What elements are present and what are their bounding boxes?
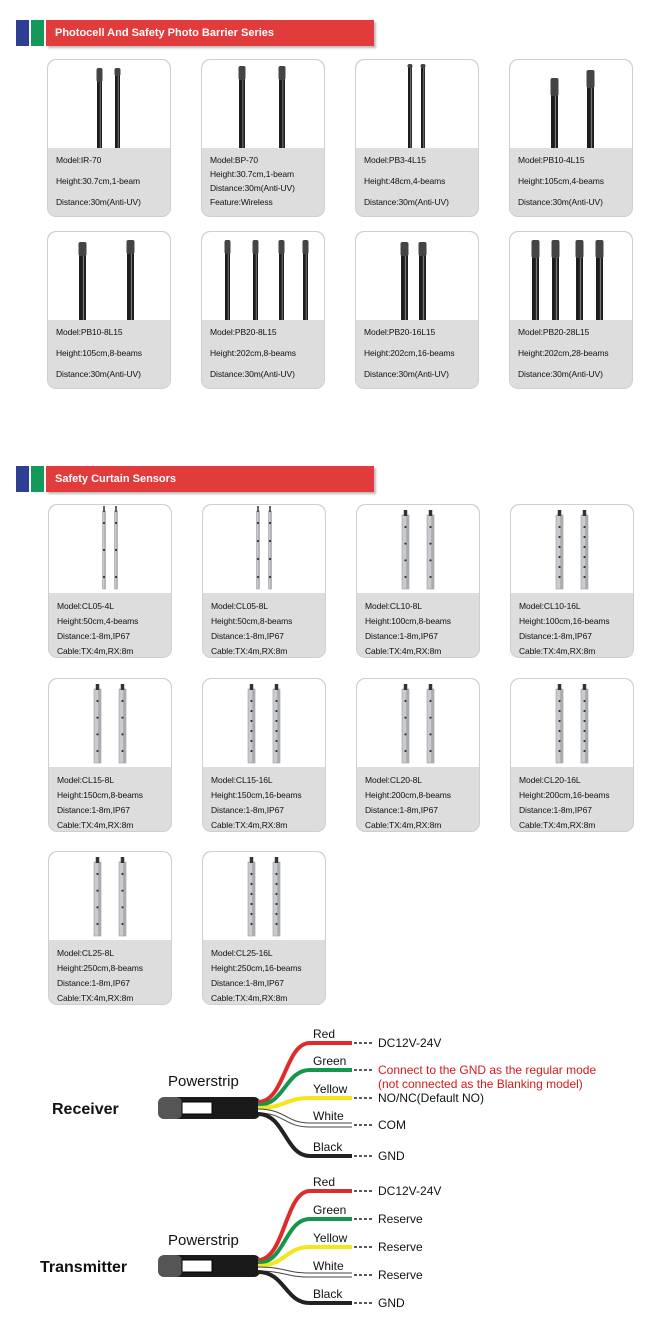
spec-line: Cable:TX:4m,RX:8m — [365, 646, 442, 656]
spec-line: Cable:TX:4m,RX:8m — [211, 646, 288, 656]
sensor-bar — [239, 66, 246, 148]
product-card[interactable] — [356, 504, 480, 658]
product-specs — [519, 775, 629, 831]
wire-function: Reserve — [378, 1212, 423, 1226]
wire-name: Green — [313, 1203, 347, 1217]
product-specs — [56, 155, 166, 216]
product-card[interactable] — [202, 851, 326, 1005]
spec-line: Model:CL10-16L — [519, 601, 581, 611]
wire-function: Connect to the GND as the regular mode — [378, 1063, 597, 1077]
product-photo — [357, 679, 479, 767]
product-card[interactable] — [509, 59, 633, 217]
product-photo — [511, 505, 633, 593]
product-image — [202, 232, 324, 320]
green-square — [31, 466, 44, 492]
product-image — [510, 232, 632, 320]
spec-line: Height:30.7cm,1-beam — [56, 176, 140, 186]
spec-line: Height:202cm,28-beams — [518, 348, 609, 358]
spec-line: Model:PB20-28L15 — [518, 327, 590, 337]
product-image — [511, 505, 633, 593]
section-header-photocell — [16, 20, 374, 46]
wire-function: Reserve — [378, 1240, 423, 1254]
product-card[interactable] — [47, 231, 171, 389]
sensor-bar — [279, 66, 286, 148]
curtain-bar — [119, 857, 126, 936]
product-specs — [518, 155, 628, 216]
wire-function: GND — [378, 1149, 405, 1163]
spec-line: Height:200cm,8-beams — [365, 790, 451, 800]
spec-line: Distance:1-8m,IP67 — [519, 805, 592, 815]
spec-line: Distance:1-8m,IP67 — [57, 805, 130, 815]
product-photo — [203, 505, 325, 593]
wire-name: Black — [313, 1140, 343, 1154]
spec-line: Distance:30m(Anti-UV) — [210, 183, 295, 193]
spec-line: Height:100cm,16-beams — [519, 616, 610, 626]
spec-line: Height:30.7cm,1-beam — [210, 169, 294, 179]
spec-line: Model:BP-70 — [210, 155, 259, 165]
product-specs — [57, 601, 167, 657]
sensor-bar — [552, 240, 560, 320]
cable-braid — [158, 1097, 182, 1119]
curtain-bar — [402, 684, 409, 763]
product-image — [203, 852, 325, 940]
product-specs — [364, 155, 474, 216]
product-specs — [211, 948, 321, 1004]
sensor-bar — [279, 240, 285, 320]
product-photo — [203, 679, 325, 767]
curtain-bar — [94, 684, 101, 763]
product-image — [49, 505, 171, 593]
product-photo — [202, 60, 324, 148]
product-card[interactable] — [356, 678, 480, 832]
curtain-bar — [248, 684, 255, 763]
product-image — [202, 60, 324, 148]
wire-function: COM — [378, 1118, 406, 1132]
product-photo — [356, 60, 478, 148]
product-image — [48, 232, 170, 320]
curtain-bar — [269, 506, 272, 589]
spec-line: Model:PB20-16L15 — [364, 327, 436, 337]
spec-line: Feature:Wireless — [210, 197, 273, 207]
spec-line: Height:250cm,8-beams — [57, 963, 143, 973]
product-card[interactable] — [201, 59, 325, 217]
product-image — [203, 679, 325, 767]
cable-braid — [158, 1255, 182, 1277]
sensor-bar — [115, 68, 121, 148]
curtain-bar — [581, 510, 588, 589]
wire-name: Yellow — [313, 1082, 348, 1096]
section-title: Safety Curtain Sensors — [46, 466, 374, 492]
sensor-bar — [596, 240, 604, 320]
section-title: Photocell And Safety Photo Barrier Series — [46, 20, 374, 46]
wire-name: Green — [313, 1054, 347, 1068]
product-specs — [57, 775, 167, 831]
spec-line: Model:PB10-4L15 — [518, 155, 585, 165]
product-image — [49, 852, 171, 940]
curtain-bar — [115, 506, 118, 589]
sensor-bar — [408, 64, 413, 148]
product-photo — [48, 232, 170, 320]
product-card[interactable] — [202, 504, 326, 658]
sensor-bar — [532, 240, 540, 320]
spec-line: Height:202cm,8-beams — [210, 348, 296, 358]
spec-line: Distance:1-8m,IP67 — [211, 805, 284, 815]
product-photo — [510, 60, 632, 148]
spec-line: Distance:30m(Anti-UV) — [210, 369, 295, 379]
product-card[interactable] — [355, 59, 479, 217]
product-image — [48, 60, 170, 148]
sensor-bar — [421, 64, 426, 148]
product-photo — [356, 232, 478, 320]
product-image — [357, 505, 479, 593]
product-photo — [49, 505, 171, 593]
spec-line: Model:CL25-8L — [57, 948, 114, 958]
product-photo — [48, 60, 170, 148]
product-card[interactable] — [355, 231, 479, 389]
wire-function: NO/NC(Default NO) — [378, 1091, 485, 1105]
transmitter-label: Transmitter — [40, 1259, 128, 1276]
product-photo — [49, 679, 171, 767]
curtain-bar — [119, 684, 126, 763]
spec-line: Model:CL05-8L — [211, 601, 268, 611]
spec-line: Height:150cm,16-beams — [211, 790, 302, 800]
product-specs — [519, 601, 629, 657]
spec-line: Distance:1-8m,IP67 — [211, 631, 284, 641]
wire-red — [258, 1191, 352, 1260]
blue-square — [16, 20, 29, 46]
product-image — [203, 505, 325, 593]
product-image — [357, 679, 479, 767]
cable-tag — [182, 1260, 212, 1272]
spec-line: Distance:30m(Anti-UV) — [518, 197, 603, 207]
spec-line: Height:50cm,8-beams — [211, 616, 293, 626]
product-photo — [49, 852, 171, 940]
spec-line: Cable:TX:4m,RX:8m — [211, 820, 288, 830]
product-image — [49, 679, 171, 767]
spec-line: Distance:1-8m,IP67 — [57, 978, 130, 988]
wire-name: Red — [313, 1027, 336, 1041]
spec-line: Model:CL15-16L — [211, 775, 273, 785]
product-specs — [56, 327, 166, 388]
spec-line: Cable:TX:4m,RX:8m — [57, 820, 134, 830]
wire-name: Red — [313, 1175, 336, 1189]
spec-line: Height:250cm,16-beams — [211, 963, 302, 973]
transmitter-diagram — [0, 1176, 650, 1324]
product-image — [356, 232, 478, 320]
curtain-bar — [427, 684, 434, 763]
product-image — [356, 60, 478, 148]
curtain-bar — [556, 684, 563, 763]
spec-line: Model:PB10-8L15 — [56, 327, 123, 337]
wire-function: DC12V-24V — [378, 1184, 442, 1198]
receiver-label: Receiver — [52, 1101, 119, 1118]
product-photo — [357, 505, 479, 593]
curtain-bar — [402, 510, 409, 589]
spec-line: Distance:1-8m,IP67 — [365, 805, 438, 815]
spec-line: Model:CL20-16L — [519, 775, 581, 785]
curtain-bar — [581, 684, 588, 763]
spec-line: Model:PB20-8L15 — [210, 327, 277, 337]
product-specs — [210, 327, 320, 388]
spec-line: Height:105cm,4-beams — [518, 176, 604, 186]
cable-tag — [182, 1102, 212, 1114]
wire-function-note: (not connected as the Blanking model) — [378, 1077, 583, 1091]
spec-line: Distance:1-8m,IP67 — [365, 631, 438, 641]
spec-line: Model:CL20-8L — [365, 775, 422, 785]
spec-line: Distance:1-8m,IP67 — [519, 631, 592, 641]
spec-line: Height:150cm,8-beams — [57, 790, 143, 800]
product-specs — [210, 155, 320, 216]
curtain-bar — [257, 506, 260, 589]
spec-line: Distance:1-8m,IP67 — [211, 978, 284, 988]
curtain-bar — [273, 857, 280, 936]
product-specs — [518, 327, 628, 388]
spec-line: Cable:TX:4m,RX:8m — [365, 820, 442, 830]
blue-square — [16, 466, 29, 492]
sensor-bar — [97, 68, 103, 148]
product-card[interactable] — [201, 231, 325, 389]
spec-line: Height:50cm,4-beams — [57, 616, 139, 626]
spec-line: Distance:30m(Anti-UV) — [56, 369, 141, 379]
product-card[interactable] — [510, 504, 634, 658]
curtain-bar — [273, 684, 280, 763]
wire-function: GND — [378, 1296, 405, 1310]
sensor-bar — [79, 242, 87, 320]
section-header-curtain — [16, 466, 374, 492]
spec-line: Model:PB3-4L15 — [364, 155, 426, 165]
sensor-bar — [576, 240, 584, 320]
product-photo — [202, 232, 324, 320]
curtain-bar — [94, 857, 101, 936]
product-photo — [511, 679, 633, 767]
product-image — [511, 679, 633, 767]
spec-line: Cable:TX:4m,RX:8m — [519, 646, 596, 656]
wiring-graphic — [0, 1176, 650, 1324]
spec-line: Distance:30m(Anti-UV) — [364, 197, 449, 207]
wire-name: White — [313, 1259, 344, 1273]
sensor-bar — [253, 240, 259, 320]
powerstrip-label: Powerstrip — [168, 1073, 239, 1090]
wire-name: White — [313, 1109, 344, 1123]
wire-name: Black — [313, 1287, 343, 1301]
product-specs — [364, 327, 474, 388]
spec-line: Model:CL10-8L — [365, 601, 422, 611]
spec-line: Model:CL05-4L — [57, 601, 114, 611]
wire-function: DC12V-24V — [378, 1036, 442, 1050]
spec-line: Model:CL15-8L — [57, 775, 114, 785]
sensor-bar — [401, 242, 409, 320]
spec-line: Cable:TX:4m,RX:8m — [211, 993, 288, 1003]
spec-line: Model:CL25-16L — [211, 948, 273, 958]
spec-line: Height:200cm,16-beams — [519, 790, 610, 800]
product-card[interactable] — [47, 59, 171, 217]
product-photo — [203, 852, 325, 940]
product-specs — [365, 601, 475, 657]
sensor-bar — [303, 240, 309, 320]
spec-line: Height:202cm,16-beams — [364, 348, 455, 358]
curtain-bar — [248, 857, 255, 936]
spec-line: Model:IR-70 — [56, 155, 102, 165]
spec-line: Cable:TX:4m,RX:8m — [519, 820, 596, 830]
product-card[interactable] — [510, 678, 634, 832]
receiver-diagram — [0, 1028, 650, 1178]
wire-name: Yellow — [313, 1231, 348, 1245]
product-photo — [510, 232, 632, 320]
product-card[interactable] — [48, 678, 172, 832]
product-image — [510, 60, 632, 148]
spec-line: Height:100cm,8-beams — [365, 616, 451, 626]
product-specs — [57, 948, 167, 1004]
curtain-bar — [103, 506, 106, 589]
product-card[interactable] — [509, 231, 633, 389]
spec-line: Distance:30m(Anti-UV) — [364, 369, 449, 379]
spec-line: Height:105cm,8-beams — [56, 348, 142, 358]
sensor-bar — [225, 240, 231, 320]
curtain-bar — [556, 510, 563, 589]
spec-line: Cable:TX:4m,RX:8m — [57, 993, 134, 1003]
sensor-bar — [419, 242, 427, 320]
spec-line: Distance:30m(Anti-UV) — [56, 197, 141, 207]
sensor-bar — [587, 70, 595, 148]
spec-line: Distance:30m(Anti-UV) — [518, 369, 603, 379]
product-specs — [211, 601, 321, 657]
spec-line: Cable:TX:4m,RX:8m — [57, 646, 134, 656]
product-card[interactable] — [48, 851, 172, 1005]
spec-line: Distance:1-8m,IP67 — [57, 631, 130, 641]
wire-function: Reserve — [378, 1268, 423, 1282]
product-specs — [211, 775, 321, 831]
product-card[interactable] — [202, 678, 326, 832]
curtain-bar — [427, 510, 434, 589]
sensor-bar — [127, 240, 135, 320]
powerstrip-label: Powerstrip — [168, 1232, 239, 1249]
product-card[interactable] — [48, 504, 172, 658]
green-square — [31, 20, 44, 46]
spec-line: Height:48cm,4-beams — [364, 176, 446, 186]
sensor-bar — [551, 78, 559, 148]
product-specs — [365, 775, 475, 831]
